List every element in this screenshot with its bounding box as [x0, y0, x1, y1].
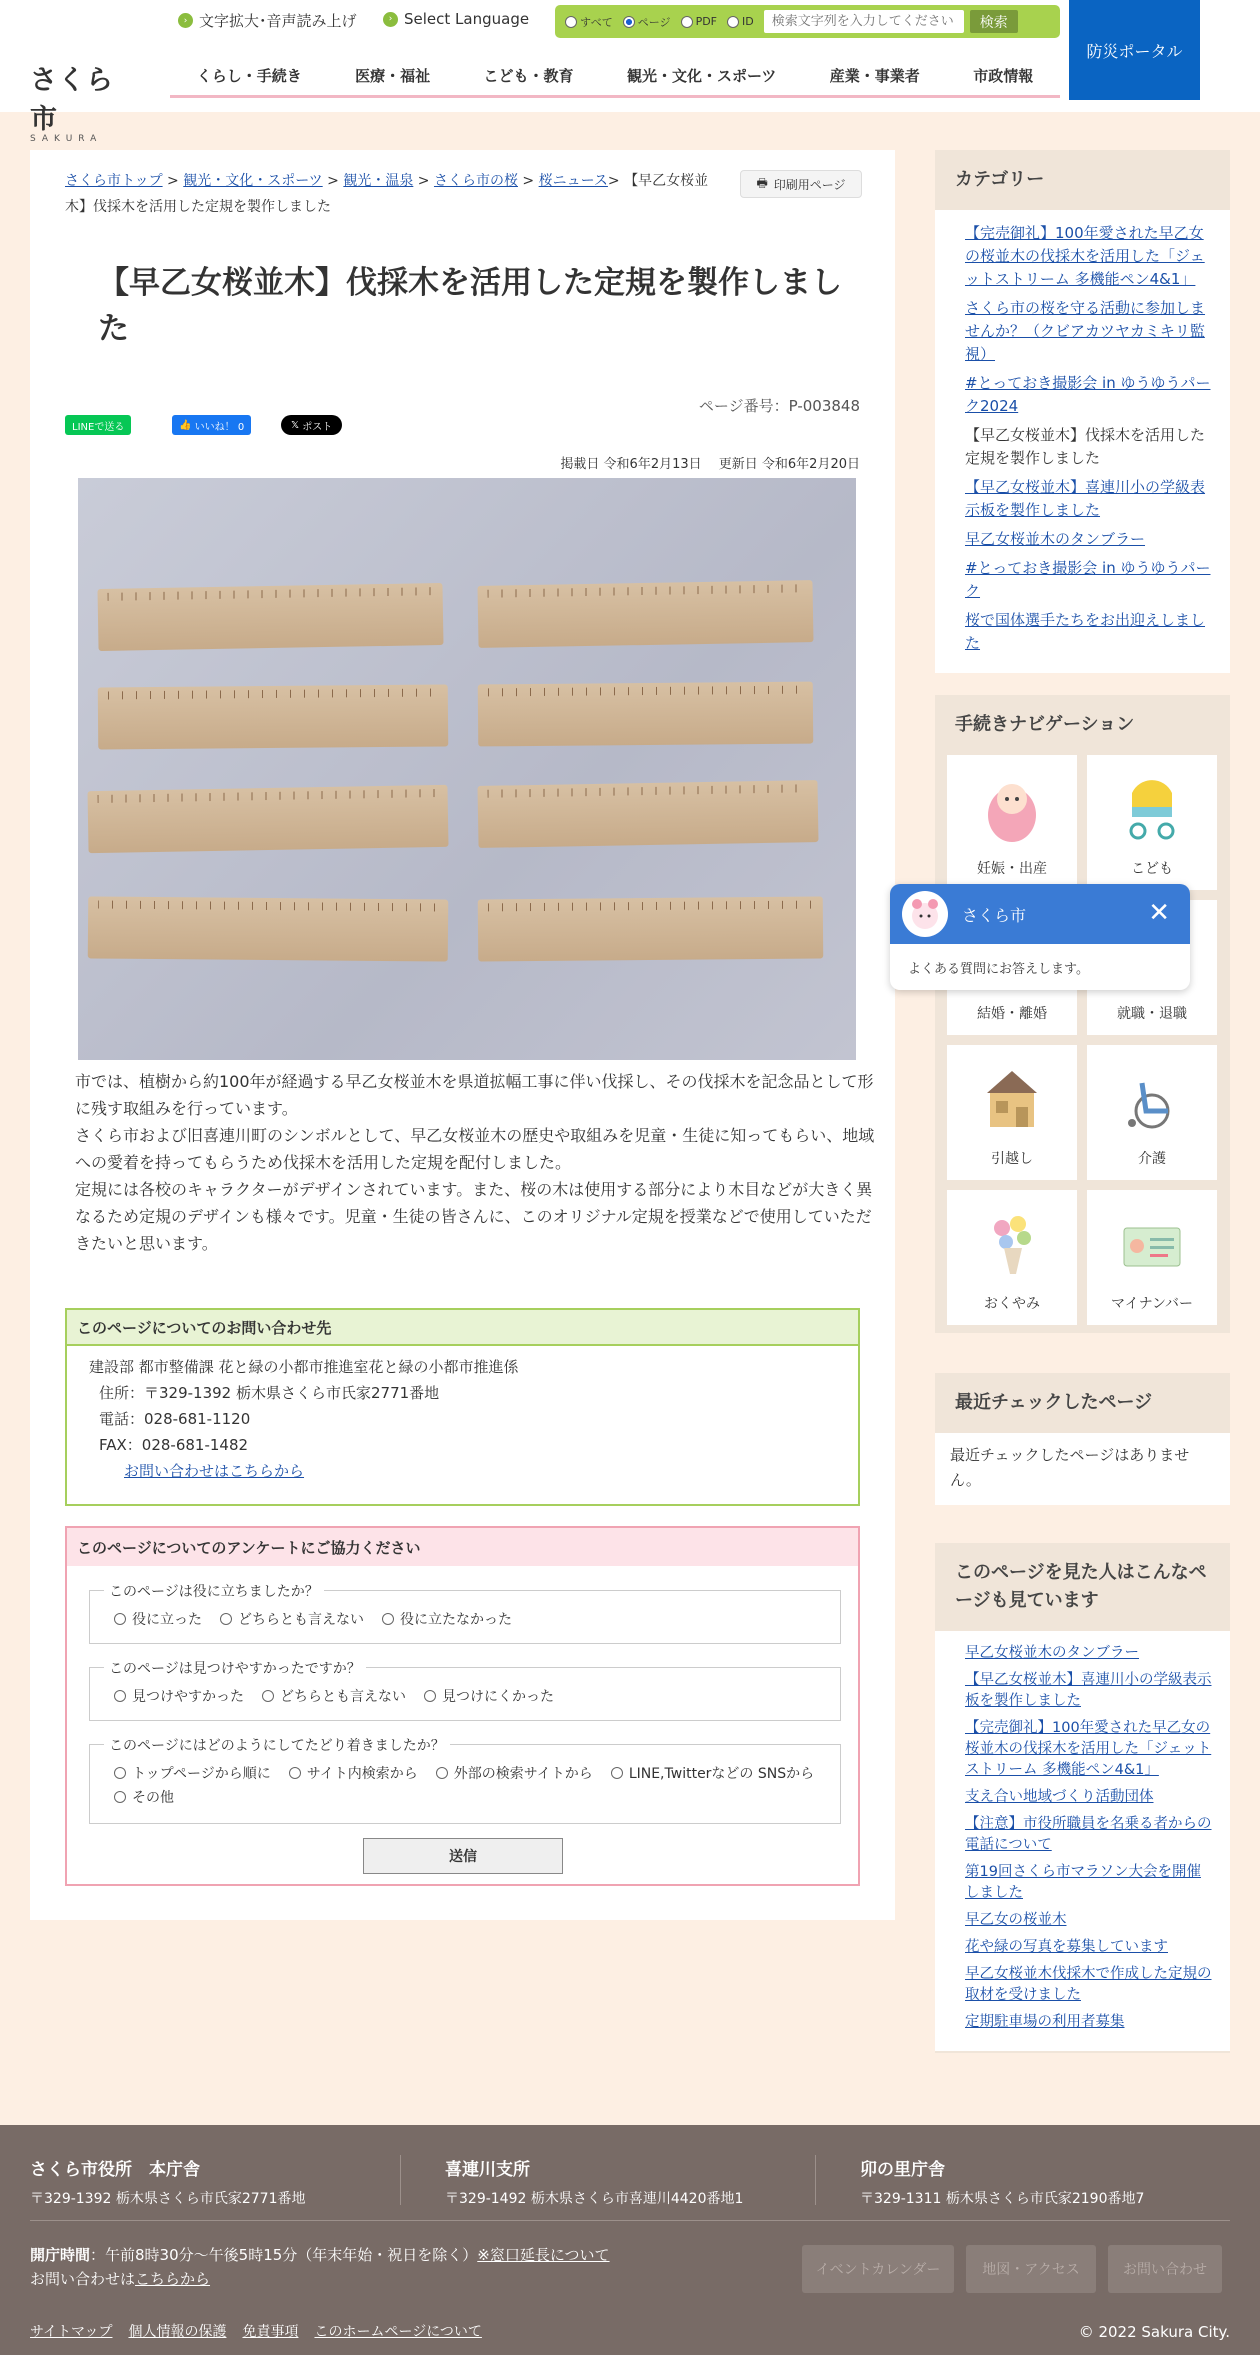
breadcrumb-separator: > [327, 173, 339, 189]
option-label: 見つけやすかった [132, 1689, 244, 1705]
office-address: 〒329-1492 栃木県さくら市喜連川4420番地1 [445, 2191, 744, 2207]
map-access-button[interactable]: 地図・アクセス [966, 2245, 1096, 2293]
category-link[interactable]: #とっておき撮影会 in ゆうゆうパーク2024 [965, 374, 1211, 415]
survey-question-3 [89, 1738, 841, 1824]
search-option-label: すべて [580, 15, 613, 29]
survey-heading: このページについてのアンケートにご協力ください [67, 1528, 858, 1566]
contact-button[interactable]: お問い合わせ [1108, 2245, 1222, 2293]
related-link[interactable]: 第19回さくら市マラソン大会を開催しました [965, 1864, 1201, 1901]
tile-condolence[interactable] [947, 1190, 1077, 1325]
article-paragraph: 定規には各校のキャラクターがデザインされています。また、桜の木は使用する部分により木目などが大きく異なるため定規のデザインも様々です。児童・生徒の皆さんに、このオリジナル定規を授業などで使用していただきたいと思います。 [75, 1180, 873, 1253]
article-body [75, 1068, 885, 1257]
radio-option[interactable] [220, 1609, 364, 1629]
ruler-image [98, 684, 449, 749]
category-link[interactable]: 【完売御礼】100年愛された早乙女の桜並木の伐採木を活用した「ジェットストリーム 多機能ペン4&1」 [965, 224, 1205, 288]
tile-label: 妊娠・出産 [977, 861, 1047, 877]
office-name: さくら市役所 本庁舎 [30, 2160, 200, 2180]
baby-icon [982, 773, 1042, 843]
search-option-page[interactable] [623, 14, 671, 30]
contact-box [65, 1308, 860, 1506]
question-label: このページは役に立ちましたか？ [104, 1581, 324, 1601]
ruler-image [97, 583, 443, 651]
tetsuzuki-nav-box [935, 695, 1230, 1333]
tile-label: 就職・退職 [1117, 1006, 1187, 1022]
related-link[interactable]: 【完売御礼】100年愛された早乙女の桜並木の伐採木を活用した「ジェットストリーム 多機能ペン4&1」 [965, 1720, 1212, 1778]
line-share-button[interactable] [65, 415, 131, 435]
mascot-icon [907, 896, 943, 932]
recent-title: 最近チェックしたページ [955, 1392, 1153, 1413]
survey-submit-button[interactable]: 送信 [363, 1838, 563, 1874]
recent-pages-box [935, 1373, 1230, 1503]
contact-dept: 建設部 都市整備課 花と緑の小都市推進室花と緑の小都市推進係 [89, 1358, 519, 1376]
office-name: 喜連川支所 [445, 2160, 530, 2180]
hours-text: ：午前8時30分〜午後5時15分（年末年始・祝日を除く） [90, 2246, 478, 2264]
related-link[interactable]: 早乙女の桜並木 [965, 1912, 1067, 1928]
option-label: どちらとも言えない [238, 1612, 364, 1628]
tile-label: 介護 [1138, 1151, 1166, 1167]
site-logo[interactable] [30, 58, 130, 144]
radio-option[interactable] [114, 1686, 244, 1706]
tile-label: マイナンバー [1110, 1296, 1194, 1312]
nav-item-iryo[interactable]: 医療・福祉 [355, 67, 431, 85]
line-share-label: LINEで送る [72, 421, 125, 433]
category-current: 【早乙女桜並木】伐採木を活用した定規を製作しました [965, 426, 1206, 467]
option-label: 役に立った [132, 1612, 202, 1628]
search-option-pdf[interactable] [681, 15, 717, 28]
wheelchair-icon [1122, 1063, 1182, 1133]
breadcrumb-separator: > [607, 173, 620, 189]
office-address: 〒329-1311 栃木県さくら市氏家2190番地7 [860, 2191, 1145, 2207]
x-post-label: ポスト [302, 421, 333, 433]
accessibility-link[interactable] [178, 10, 357, 31]
contact-fax: FAX：028-681-1482 [99, 1436, 249, 1454]
category-link[interactable]: 【早乙女桜並木】喜連川小の学級表示板を製作しました [965, 478, 1206, 519]
office-name: 卯の里庁舎 [860, 2160, 945, 2180]
chatbot-avatar [902, 891, 948, 937]
breadcrumb [65, 168, 725, 220]
nav-item-kurashi[interactable]: くらし・手続き [196, 67, 302, 85]
bosai-portal-button[interactable]: 防災ポータル [1069, 0, 1200, 100]
breadcrumb-link[interactable]: さくら市の桜 [433, 173, 518, 189]
logo-subtext: SAKURA [30, 134, 103, 144]
office-unosato [860, 2155, 1144, 2208]
publish-dates: 掲載日 令和6年2月13日 更新日 令和6年2月20日 [560, 457, 860, 472]
category-link[interactable]: 桜で国体選手たちをお出迎えしました [965, 611, 1206, 652]
stroller-icon [1122, 773, 1182, 843]
radio-option[interactable] [289, 1763, 418, 1783]
nav-item-kanko[interactable]: 観光・文化・スポーツ [626, 67, 777, 85]
related-link[interactable]: 定期駐車場の利用者募集 [965, 2014, 1125, 2030]
radio-option[interactable] [436, 1763, 593, 1783]
radio-icon [565, 16, 577, 28]
radio-option[interactable] [262, 1686, 406, 1706]
inquiry-link[interactable]: こちらから [135, 2270, 211, 2288]
radio-icon [681, 16, 693, 28]
facebook-like-label: いいね！ 0 [194, 421, 245, 433]
contact-address: 住所：〒329-1392 栃木県さくら市氏家2771番地 [99, 1384, 440, 1402]
ruler-image [478, 896, 824, 961]
chatbot-name: さくら市 [962, 905, 1027, 925]
tile-label: おくやみ [984, 1296, 1040, 1312]
divider [815, 2155, 816, 2205]
radio-icon [611, 1767, 623, 1779]
event-calendar-button[interactable]: イベントカレンダー [802, 2245, 954, 2293]
category-link[interactable]: 早乙女桜並木のタンブラー [965, 530, 1146, 548]
radio-option[interactable] [114, 1609, 202, 1629]
breadcrumb-separator: > [522, 173, 535, 189]
hours-label: 開庁時間 [30, 2246, 91, 2264]
office-address: 〒329-1392 栃木県さくら市氏家2771番地 [30, 2191, 306, 2207]
radio-icon [382, 1613, 394, 1625]
site-footer [0, 2125, 1260, 2355]
breadcrumb-current: 【早乙女桜並木】伐採木を活用した定規を製作しました [65, 173, 709, 215]
radio-icon [436, 1767, 448, 1779]
ruler-image [477, 780, 818, 848]
contact-form-link[interactable]: お問い合わせはこちらから [124, 1462, 305, 1480]
search-option-label: ページ [637, 15, 671, 29]
office-honchosha [30, 2155, 305, 2208]
related-pages-box [935, 1543, 1230, 2053]
tile-label: こども [1131, 861, 1173, 877]
radio-option[interactable] [424, 1686, 554, 1706]
divider [400, 2155, 401, 2205]
nav-item-shisei[interactable]: 市政情報 [973, 67, 1034, 85]
recent-empty-text: 最近チェックしたページはありません。 [935, 1433, 1230, 1505]
search-input[interactable] [764, 10, 964, 33]
id-card-icon [1122, 1208, 1182, 1278]
nav-item-kodomo[interactable]: こども・教育 [483, 67, 574, 85]
radio-icon [114, 1791, 126, 1803]
breadcrumb-link[interactable]: さくら市トップ [65, 173, 163, 189]
radio-icon [262, 1690, 274, 1702]
radio-icon [220, 1613, 232, 1625]
article-paragraph: さくら市および旧喜連川町のシンボルとして、早乙女桜並木の歴史や取組みを児童・生徒に知ってもらい、地域への愛着を持ってもらうため伐採木を活用した定規を配付しました。 [75, 1126, 875, 1172]
search-option-all[interactable] [565, 14, 613, 30]
option-label: LINE,Twitterなどの SNSから [628, 1766, 815, 1782]
print-label: 印刷用ページ [773, 177, 846, 192]
breadcrumb-link[interactable]: 観光・文化・スポーツ [183, 173, 323, 189]
radio-option[interactable] [611, 1763, 814, 1783]
radio-icon [114, 1767, 126, 1779]
ruler-image [478, 682, 814, 747]
category-link[interactable]: さくら市の桜を守る活動に参加しませんか？（クビアカツヤカミキリ監視） [965, 299, 1206, 363]
breadcrumb-link[interactable]: 観光・温泉 [343, 173, 414, 189]
radio-icon [424, 1690, 436, 1702]
divider [30, 2220, 1230, 2221]
radio-icon [114, 1613, 126, 1625]
radio-option[interactable] [114, 1763, 271, 1783]
site-header [0, 0, 1260, 144]
chatbot-widget[interactable] [890, 884, 1190, 990]
option-label: その他 [132, 1790, 174, 1806]
survey-question-1 [89, 1584, 841, 1644]
ruler-image [477, 580, 813, 648]
x-post-button[interactable] [281, 415, 342, 435]
inquiry-text: お問い合わせは [30, 2270, 136, 2288]
ruler-image [88, 896, 449, 961]
related-title: このページを見た人はこんなページも見ています [955, 1562, 1207, 1611]
contact-heading: このページについてのお問い合わせ先 [67, 1310, 858, 1346]
related-link[interactable]: 【早乙女桜並木】喜連川小の学級表示板を製作しました [965, 1672, 1212, 1709]
option-label: 外部の検索サイトから [453, 1766, 593, 1782]
chatbot-message: よくある質問にお答えします。 [908, 962, 1089, 977]
opening-hours [30, 2243, 610, 2291]
language-link[interactable] [383, 10, 529, 28]
copyright: © 2022 Sakura City. [1078, 2323, 1230, 2341]
category-box [935, 150, 1230, 655]
question-label: このページにはどのようにしてたどり着きましたか？ [104, 1735, 450, 1755]
option-label: トップページから順に [132, 1766, 271, 1782]
related-link[interactable]: 【注意】市役所職員を名乗る者からの電話について [965, 1816, 1212, 1853]
flowers-icon [982, 1208, 1042, 1278]
footer-links [30, 2321, 482, 2341]
global-nav [170, 56, 1060, 98]
page-number: ページ番号：P-003848 [698, 397, 860, 415]
survey-box [65, 1526, 860, 1886]
window-extension-link[interactable]: ※窓口延長について [477, 2246, 610, 2264]
survey-question-2 [89, 1661, 841, 1721]
radio-icon [114, 1690, 126, 1702]
search-bar [555, 5, 1060, 38]
print-button[interactable] [740, 170, 862, 198]
search-option-label: ID [742, 15, 754, 28]
house-icon [982, 1063, 1042, 1133]
tile-moving[interactable] [947, 1045, 1077, 1180]
article-paragraph: 市では、植樹から約100年が経過する早乙女桜並木を県道拡幅工事に伴い伐採し、その伐採木を記念品として形に残す取組みを行っています。 [75, 1072, 874, 1118]
related-link[interactable]: 花や緑の写真を募集しています [965, 1939, 1168, 1955]
breadcrumb-separator: > [167, 173, 179, 189]
tetsuzuki-title: 手続きナビゲーション [955, 714, 1135, 735]
radio-option[interactable] [114, 1787, 174, 1807]
arrow-icon: › [383, 12, 398, 27]
arrow-icon: › [178, 13, 193, 28]
disclaimer-link[interactable]: 免責事項 [242, 2324, 299, 2340]
category-title: カテゴリー [955, 169, 1045, 190]
x-icon: 𝕏 [291, 419, 303, 431]
search-option-id[interactable] [727, 15, 754, 28]
logo-text: さくら市 [30, 65, 114, 135]
radio-option[interactable] [382, 1609, 512, 1629]
office-kitsuregawa [445, 2155, 743, 2208]
related-link[interactable]: 早乙女桜並木のタンブラー [965, 1645, 1139, 1661]
rulers-photo [78, 478, 856, 1060]
tile-pregnancy[interactable] [947, 755, 1077, 890]
category-link[interactable]: #とっておき撮影会 in ゆうゆうパーク [965, 559, 1211, 600]
nav-item-sangyo[interactable]: 産業・事業者 [829, 67, 920, 85]
facebook-like-button[interactable] [172, 415, 251, 435]
option-label: どちらとも言えない [280, 1689, 406, 1705]
tile-mynumber[interactable] [1087, 1190, 1217, 1325]
ruler-image [87, 785, 448, 853]
breadcrumb-separator: > [417, 173, 430, 189]
contact-tel: 電話：028-681-1120 [99, 1410, 251, 1428]
radio-icon [623, 16, 635, 28]
related-link[interactable]: 支え合い地域づくり活動団体 [965, 1789, 1154, 1805]
option-label: サイト内検索から [306, 1766, 418, 1782]
question-label: このページは見つけやすかったですか？ [104, 1658, 366, 1678]
radio-icon [289, 1767, 301, 1779]
breadcrumb-link[interactable]: 桜ニュース [538, 173, 608, 189]
privacy-link[interactable]: 個人情報の保護 [128, 2324, 227, 2340]
tile-care[interactable] [1087, 1045, 1217, 1180]
option-label: 役に立たなかった [400, 1612, 512, 1628]
accessibility-label: 文字拡大･音声読み上げ [199, 12, 357, 30]
close-icon[interactable]: ✕ [1148, 898, 1170, 928]
radio-icon [727, 16, 739, 28]
language-label: Select Language [404, 10, 530, 28]
option-label: 見つけにくかった [442, 1689, 554, 1705]
page-title: 【早乙女桜並木】伐採木を活用した定規を製作しました [98, 265, 842, 347]
tile-label: 結婚・離婚 [977, 1006, 1047, 1022]
search-option-label: PDF [695, 15, 717, 28]
thumbs-up-icon: 👍 [179, 419, 195, 431]
sitemap-link[interactable]: サイトマップ [30, 2324, 113, 2340]
tile-label: 引越し [991, 1151, 1033, 1167]
print-icon: 🖶 [756, 175, 768, 190]
main-content [30, 150, 895, 1920]
about-site-link[interactable]: このホームページについて [314, 2324, 482, 2340]
related-link[interactable]: 早乙女桜並木伐採木で作成した定規の取材を受けました [965, 1966, 1212, 2003]
search-button[interactable]: 検索 [970, 10, 1018, 33]
tile-children[interactable] [1087, 755, 1217, 890]
